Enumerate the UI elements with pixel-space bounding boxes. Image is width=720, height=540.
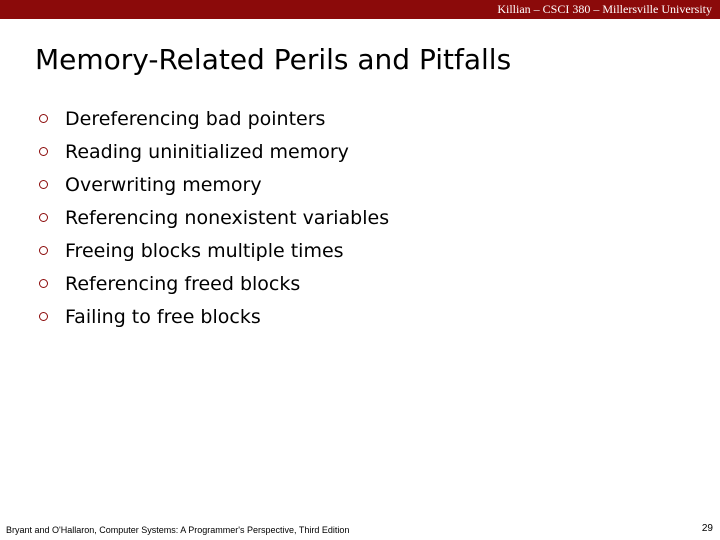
hollow-circle-icon: [39, 279, 48, 288]
bullet-text: Overwriting memory: [65, 173, 262, 196]
hollow-circle-icon: [39, 246, 48, 255]
bullet-text: Failing to free blocks: [65, 305, 261, 328]
bullet-list: [39, 102, 389, 333]
bullet-item: [39, 234, 389, 267]
bullet-text: Dereferencing bad pointers: [65, 107, 326, 130]
bullet-item: [39, 135, 389, 168]
bullet-item: [39, 201, 389, 234]
slide-title: Memory-Related Perils and Pitfalls: [35, 43, 512, 76]
header-bar: [0, 0, 720, 19]
bullet-item: [39, 168, 389, 201]
course-info: Killian – CSCI 380 – Millersville University: [497, 2, 712, 16]
hollow-circle-icon: [39, 114, 48, 123]
bullet-text: Referencing freed blocks: [65, 272, 301, 295]
hollow-circle-icon: [39, 147, 48, 156]
hollow-circle-icon: [39, 180, 48, 189]
footer-credit: Bryant and O'Hallaron, Computer Systems: A Programmer's Perspective, Third Edition: [6, 525, 350, 535]
bullet-item: [39, 300, 389, 333]
page-number: 29: [701, 523, 713, 534]
hollow-circle-icon: [39, 213, 48, 222]
bullet-text: Freeing blocks multiple times: [65, 239, 344, 262]
bullet-item: [39, 102, 389, 135]
hollow-circle-icon: [39, 312, 48, 321]
bullet-item: [39, 267, 389, 300]
bullet-text: Referencing nonexistent variables: [65, 206, 390, 229]
bullet-text: Reading uninitialized memory: [65, 140, 349, 163]
